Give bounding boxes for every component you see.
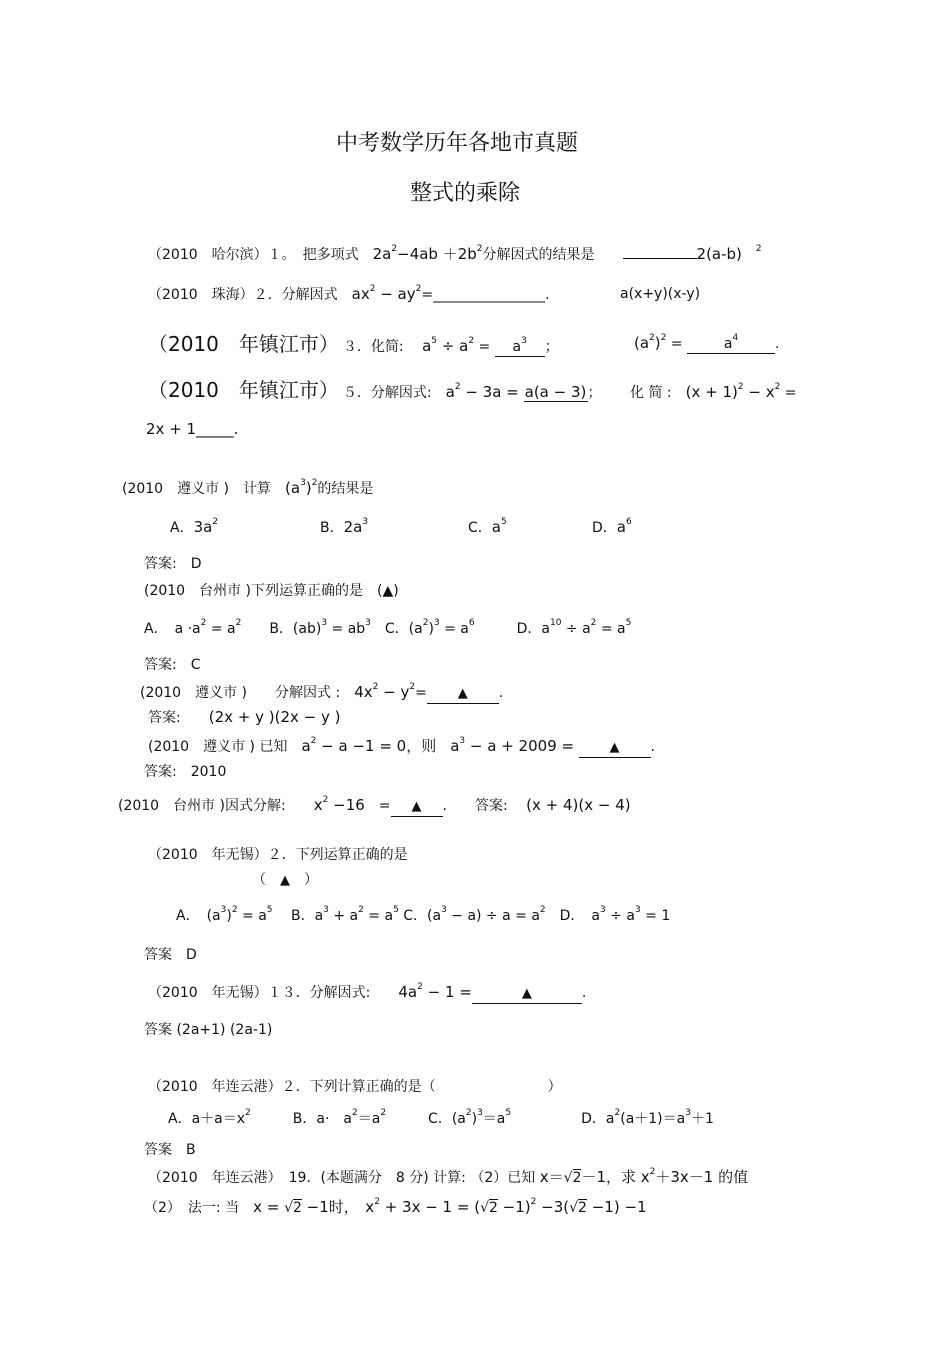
q2-answer: a(x+y)(x-y) — [620, 286, 701, 302]
question-8: (2010 遵义市 ) 分解因式 : $4x^2 - y^2=$ ▲ . — [140, 683, 503, 704]
q11-answer: 答案 D — [144, 947, 197, 963]
question-14: （2010 年连云港） 19．(本题满分 8 分) 计算: （2）已知 x＝√2－1，求 $x^2+3x-1$ 的值 — [148, 1167, 749, 1186]
q7-answer: 答案: C — [144, 657, 201, 673]
question-10: (2010 台州市 )因式分解: $x^2 -16$ = ▲ . 答案: (x + 4)(x − 4) — [118, 796, 631, 817]
q6-option-b: B．$2a^3$ — [320, 517, 369, 536]
question-5: （2010 年镇江市） ５．分解因式: $a^2 - 3a = a(a - 3)$； — [148, 378, 602, 402]
q12-answer: 答案 (2a+1) (2a-1) — [144, 1022, 273, 1038]
question-3b: $(a^2)^2 = a^4$ . — [634, 333, 780, 352]
question-7: (2010 台州市 )下列运算正确的是 (▲) — [144, 583, 399, 599]
question-6: (2010 遵义市 ) 计算 $(a^3)^2$的结果是 — [122, 478, 374, 497]
q13-options: A．$a+a=x^2$ B．a· $a^2=a^2$ C．$(a^2)^3=a^5$ D．$a^2(a+1)=a^3+1$ — [168, 1108, 714, 1127]
question-13: （2010 年连云港）２．下列计算正确的是（ ） — [148, 1079, 562, 1095]
q1-answer: 2(a-b) — [696, 245, 742, 263]
q7-options: A． $a \cdot a^2 = a^2$ B．$(ab)^3 = ab^3$ C．$(a^2)^3 = a^6$ D．$a^{10} \div a^2 = a^5$ — [144, 618, 632, 637]
page-subtitle: 整式的乘除 — [410, 181, 521, 206]
q5-answer: 2x + 1_____. — [146, 420, 239, 438]
question-3: （2010 年镇江市） ３．化简: $a^5 \div a^2 = a^3$ ； — [148, 332, 559, 356]
question-9: (2010 遵义市 ) 已知 $a^2 - a -1 = 0$，则 $a^3 - a + 2009$ = ▲ . — [148, 737, 655, 758]
q6-option-d: D．$a^6$ — [592, 517, 632, 536]
q6-option-c: C．$a^5$ — [468, 517, 507, 536]
q11-options: A． $(a^3)^2 = a^5$ B．$a^3 + a^2 = a^5$ C．$(a^3 - a) \div a = a^2$ D． $a^3 \div a^3 = 1$ — [176, 905, 671, 924]
q6-option-a: A．$3a^2$ — [170, 517, 219, 536]
q9-answer: 答案: 2010 — [144, 764, 227, 780]
question-5b: 化 简 : $(x + 1)^2 - x^2$ = — [630, 382, 797, 401]
page-title: 中考数学历年各地市真题 — [336, 131, 579, 156]
question-1: （2010 哈尔滨）１。 把多项式 $2a^2-4ab +2b^2$分解因式的结果是 2(a-b) $^2$ — [148, 244, 762, 263]
q14-solution: （2） 法一: 当 x = √2 −1时， $x^2 + 3x - 1 = (√2 -1)^2 -3(√2 -1) -1$ — [144, 1197, 647, 1216]
q8-answer: 答案: (2x + y )(2x − y ) — [148, 708, 341, 726]
question-11: （2010 年无锡）２．下列运算正确的是 — [148, 847, 408, 863]
q6-answer: 答案: D — [144, 556, 202, 572]
question-2: （2010 珠海）２．分解因式 $ax^2$ − $ay^2=\_\_\_\_\_\_\_\_\_\_\_\_\_\_\_\_$. — [148, 284, 550, 303]
q11-paren: （ ▲ ） — [252, 872, 318, 888]
question-12: （2010 年无锡）１３．分解因式: $4a^2 - 1$ = ▲ . — [148, 983, 586, 1004]
q13-answer: 答案 B — [144, 1142, 196, 1158]
